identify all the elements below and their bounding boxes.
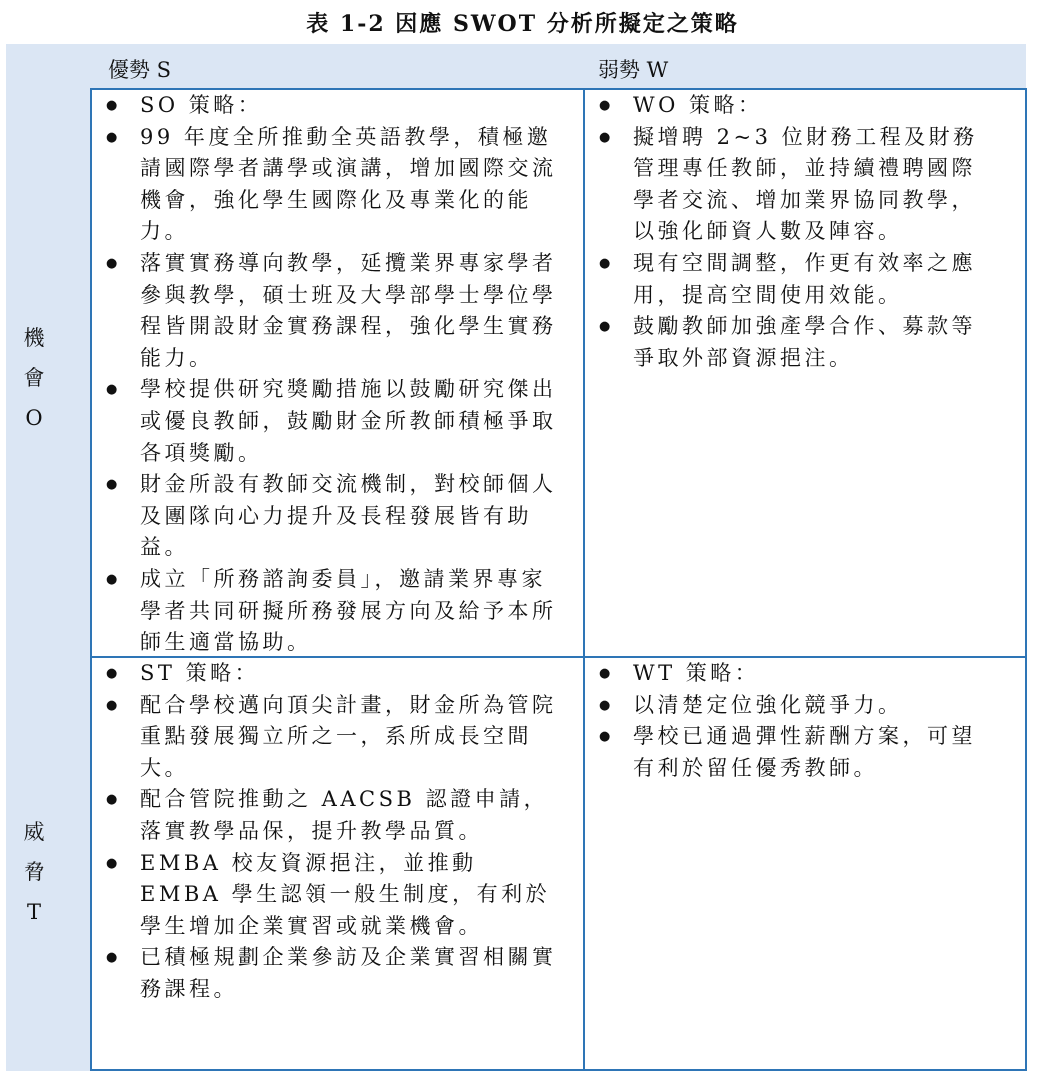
wo-strategy-cell	[583, 88, 1027, 658]
list-item: ● 配合學校邁向頂尖計畫，財金所為管院重點發展獨立所之一，系所成長空間大。	[92, 690, 562, 785]
column-header-weaknesses: 弱勢 W	[598, 58, 669, 82]
so-strategy-cell	[90, 88, 585, 658]
list-item: ● WT 策略：	[585, 658, 995, 690]
wt-strategy-cell	[583, 656, 1027, 1071]
row-header-char: 機	[23, 326, 45, 350]
list-item: ● ST 策略：	[92, 658, 562, 690]
list-item: ● 鼓勵教師加強產學合作、募款等爭取外部資源挹注。	[585, 311, 995, 374]
row-header-opportunities	[14, 318, 54, 438]
row-header-char: T	[26, 900, 41, 924]
list-item: ● EMBA 校友資源挹注，並推動 EMBA 學生認領一般生制度，有利於學生增加企業實習或就業機會。	[92, 848, 562, 943]
row-header-threats	[14, 812, 54, 932]
row-header-char: 脅	[23, 860, 45, 884]
list-item: ● 已積極規劃企業參訪及企業實習相關實務課程。	[92, 942, 562, 1005]
list-item: ● 現有空間調整，作更有效率之應用，提高空間使用效能。	[585, 248, 995, 311]
list-item: ● 成立「所務諮詢委員」，邀請業界專家學者共同研擬所務發展方向及給予本所師生適當協助。	[92, 564, 562, 659]
list-item: ● 99 年度全所推動全英語教學，積極邀請國際學者講學或演講，增加國際交流機會，強化學生國際化及專業化的能力。	[92, 122, 562, 248]
list-item: ● 落實實務導向教學，延攬業界專家學者參與教學，碩士班及大學部學士學位學程皆開設財金實務課程，強化學生實務能力。	[92, 248, 562, 374]
list-item: ● WO 策略：	[585, 90, 995, 122]
list-item: ● 學校提供研究獎勵措施以鼓勵研究傑出或優良教師，鼓勵財金所教師積極爭取各項獎勵。	[92, 374, 562, 469]
list-item: ● 擬增聘 2~3 位財務工程及財務管理專任教師，並持續禮聘國際學者交流、增加業界協同教學，以強化師資人數及陣容。	[585, 122, 995, 248]
row-header-char: O	[25, 406, 43, 430]
row-header-char: 會	[23, 366, 45, 390]
list-item: ● 配合管院推動之 AACSB 認證申請，落實教學品保，提升教學品質。	[92, 784, 562, 847]
column-header-strengths: 優勢 S	[108, 58, 172, 82]
row-header-char: 威	[23, 820, 45, 844]
st-strategy-cell	[90, 656, 585, 1071]
list-item: ● 以清楚定位強化競爭力。	[585, 690, 995, 722]
list-item: ● 學校已通過彈性薪酬方案，可望有利於留任優秀教師。	[585, 721, 995, 784]
list-item: ● SO 策略：	[92, 90, 562, 122]
list-item: ● 財金所設有教師交流機制，對校師個人及團隊向心力提升及長程發展皆有助益。	[92, 469, 562, 564]
table-title: 表 1-2 因應 SWOT 分析所擬定之策略	[306, 11, 739, 37]
